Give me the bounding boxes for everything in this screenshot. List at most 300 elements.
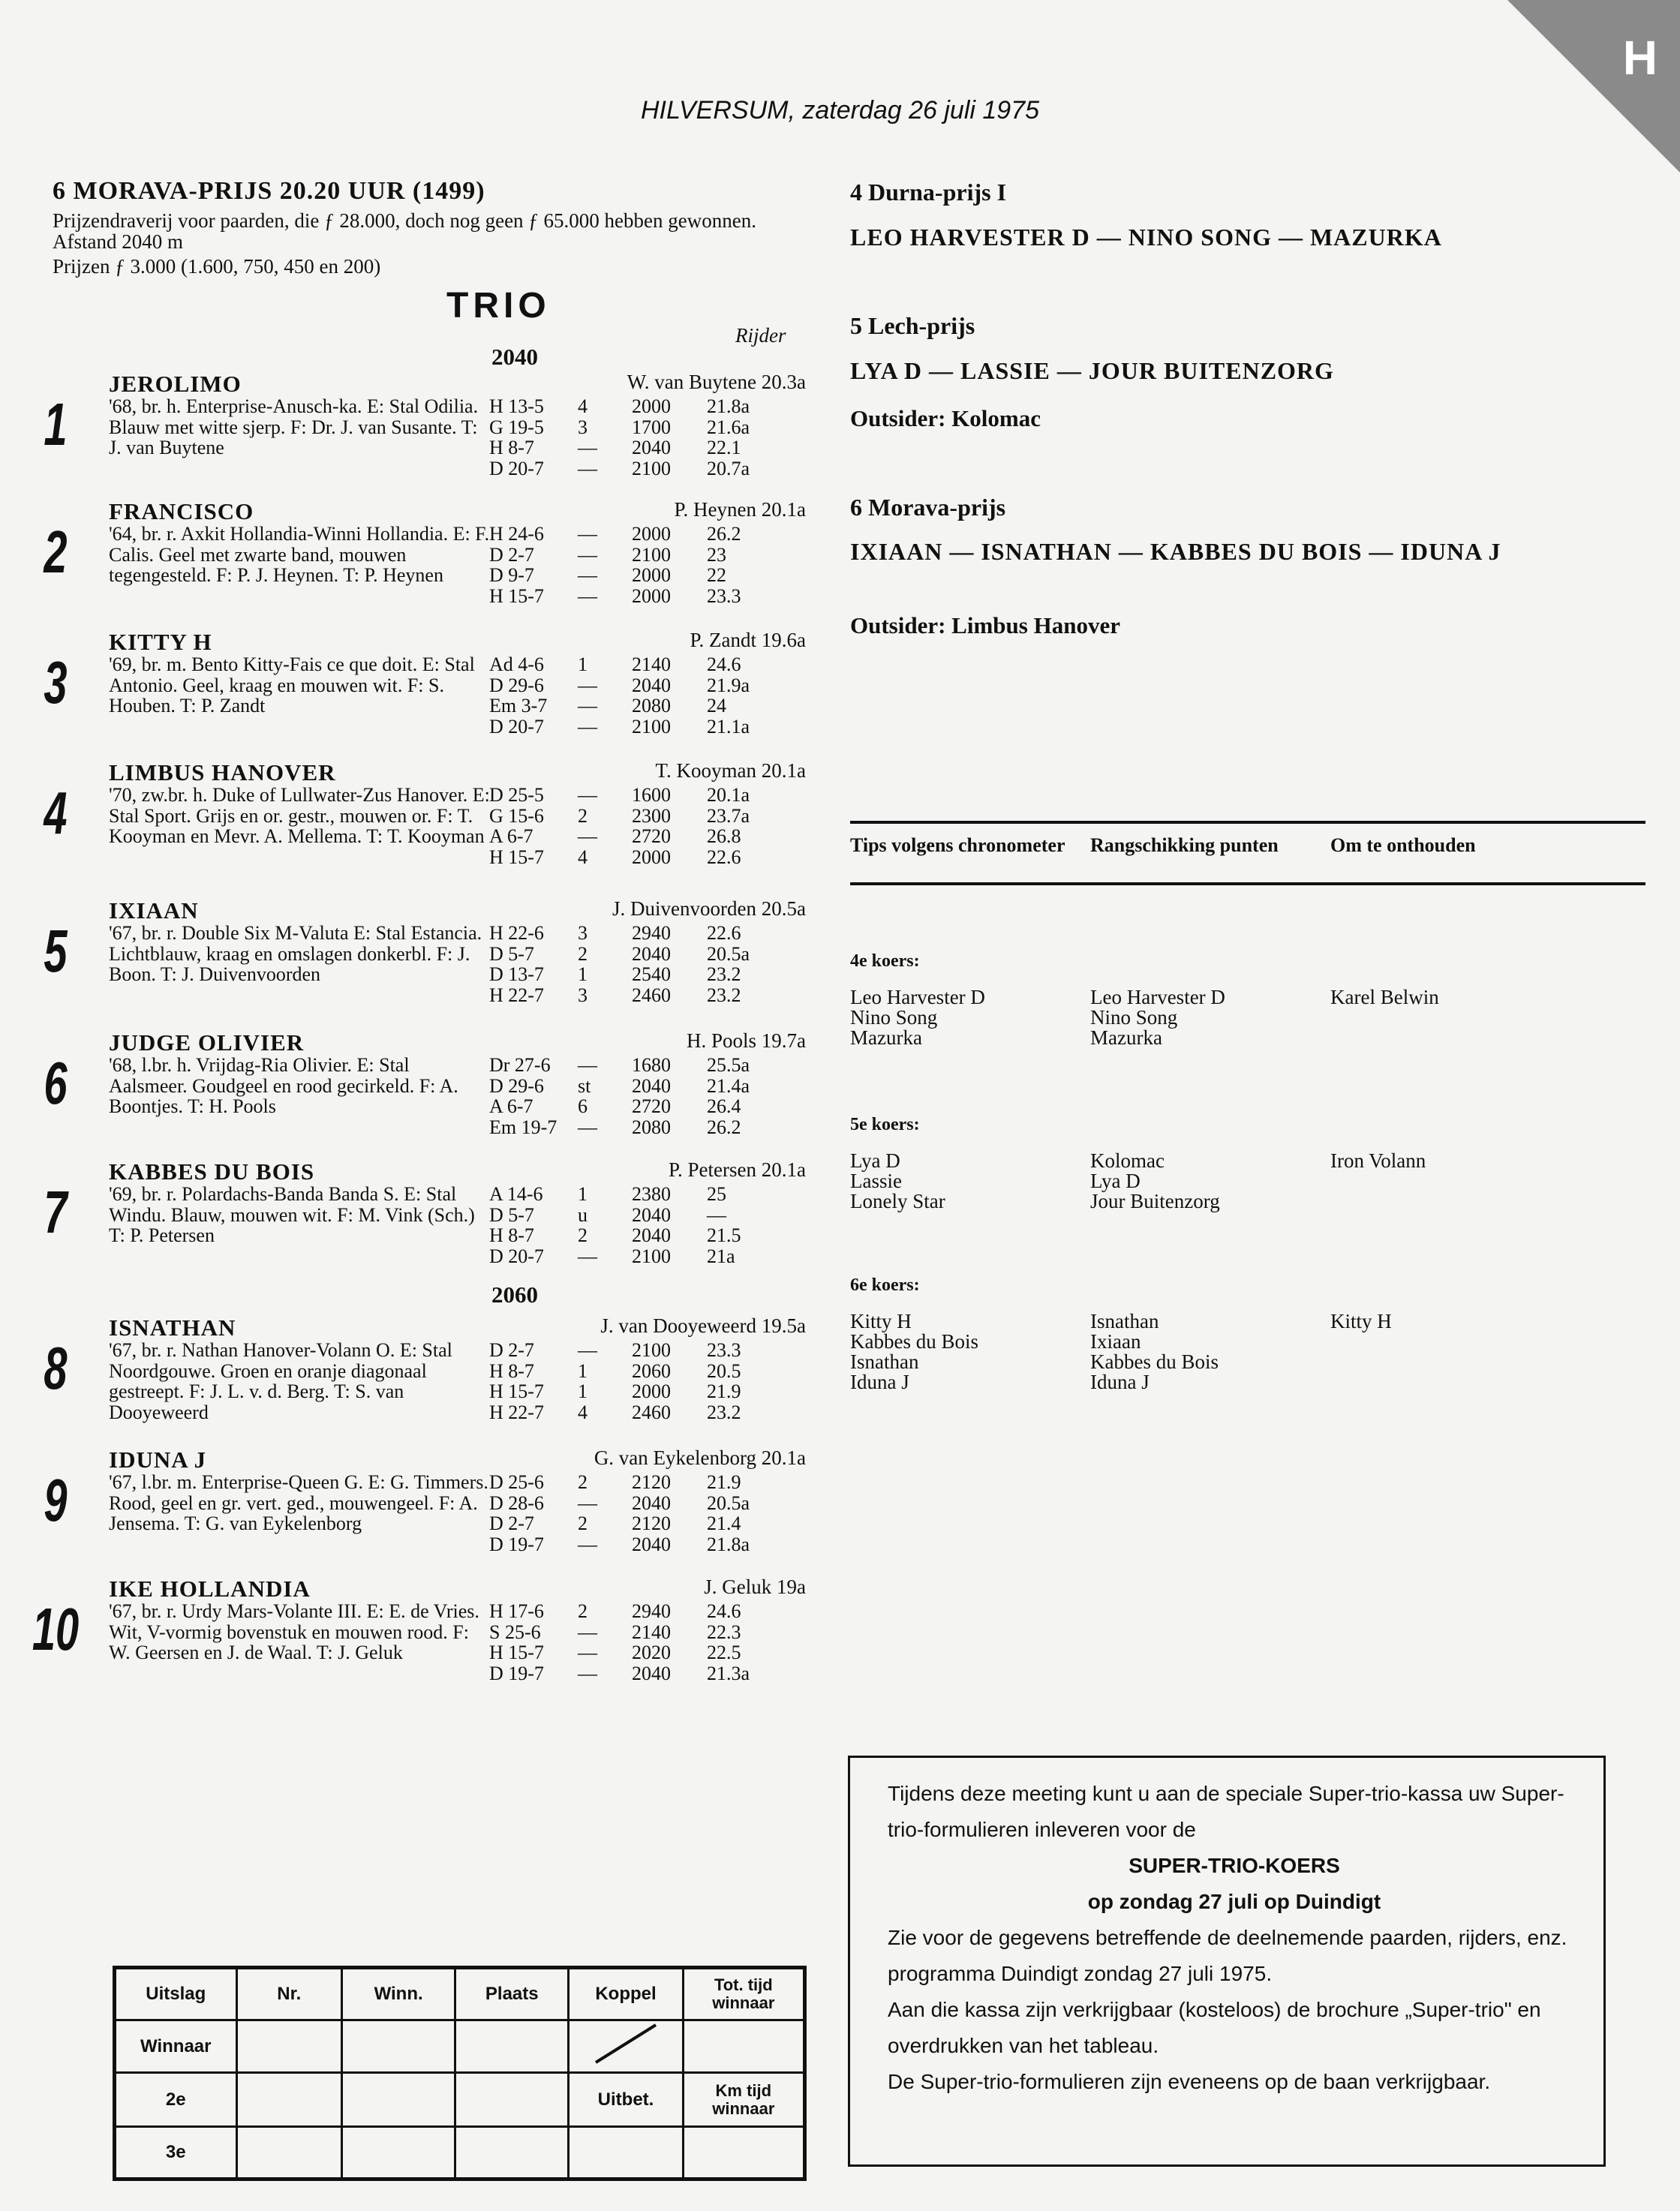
horse-description: '69, br. m. Bento Kitty-Fais ce que doit. E: Stal Antonio. Geel, kraag en mouwen wit. F: S. Houben. T: P. Zandt (109, 653, 475, 716)
record-cell: 2140 (632, 1621, 671, 1643)
horse-number: 7 (44, 1179, 68, 1245)
record-cell: H 15-7 (489, 846, 544, 868)
record-cell: D 29-6 (489, 674, 544, 696)
notice-p2: Zie voor de gegevens betreffende de deelnemende paarden, rijders, enz. programma Duindigt zondag 27 juli 1975. (888, 1926, 1567, 1985)
record-cell: A 6-7 (489, 1095, 533, 1117)
record-cell: 2000 (632, 564, 671, 586)
record-cell: H 13-5 (489, 395, 544, 417)
record-cell: 2040 (632, 1533, 671, 1555)
corner-tab (1507, 0, 1680, 173)
horse-records (489, 1340, 774, 1422)
horse-name: IKE HOLLANDIA (109, 1576, 311, 1602)
corner-letter: H (1622, 31, 1657, 85)
record-cell: 23.2 (707, 984, 741, 1006)
record-cell: 2 (578, 1224, 588, 1246)
record-cell: — (578, 523, 597, 545)
record-cell: 21.8a (707, 1533, 750, 1555)
record-row (489, 1246, 774, 1267)
record-cell: 2040 (632, 1074, 671, 1097)
record-row (489, 545, 774, 566)
record-cell: 2040 (632, 1203, 671, 1226)
record-cell: 2000 (632, 523, 671, 545)
record-cell: 2100 (632, 543, 671, 566)
record-cell: 3 (578, 984, 588, 1006)
record-cell: 23.2 (707, 1401, 741, 1423)
result-header-winn: Winn. (342, 1968, 455, 2020)
notice-p4: De Super-trio-formulieren zijn eveneens op de baan verkrijgbaar. (888, 2070, 1491, 2093)
horse-driver: W. van Buytene 20.3a (627, 371, 806, 393)
record-cell: H 24-6 (489, 523, 544, 545)
notice-p3: Aan die kassa zijn verkrijgbaar (kosteloos) de brochure „Super-trio" en overdrukken van het tableau. (888, 1998, 1541, 2057)
record-row (489, 985, 774, 1006)
record-row (489, 1402, 774, 1423)
horse-records (489, 1472, 774, 1555)
record-row (489, 437, 774, 458)
horse-records (489, 1055, 774, 1137)
record-cell: 20.7a (707, 457, 750, 479)
record-cell: — (578, 1054, 597, 1076)
result-cell (236, 2127, 342, 2179)
record-cell: D 19-7 (489, 1533, 544, 1555)
tip-line-6: IXIAAN — ISNATHAN — KABBES DU BOIS — IDUNA J (850, 538, 1501, 565)
record-cell: 21.4 (707, 1513, 741, 1534)
horse-name: ISNATHAN (109, 1314, 236, 1341)
result-header-koppel: Koppel (569, 1968, 683, 2020)
koers-label: 6e koers: (850, 1275, 920, 1295)
koers-label: 5e koers: (850, 1115, 920, 1134)
record-cell: 2040 (632, 1662, 671, 1684)
record-cell: 21.9a (707, 674, 750, 696)
koers-onthouden-list (1330, 1311, 1392, 1332)
record-row (489, 1534, 774, 1555)
koers-onthouden-list (1330, 987, 1439, 1008)
tip-line-4: LEO HARVESTER D — NINO SONG — MAZURKA (850, 224, 1442, 251)
horse-driver: P. Petersen 20.1a (669, 1158, 806, 1181)
record-cell: 2120 (632, 1471, 671, 1493)
record-row (489, 675, 774, 696)
koers-entry: Ixiaan (1090, 1330, 1141, 1353)
koers-entry: Lonely Star (850, 1190, 945, 1212)
record-cell: 2100 (632, 457, 671, 479)
record-row (489, 1117, 774, 1138)
result-cell (455, 2020, 569, 2073)
record-row (489, 1663, 774, 1684)
record-cell: D 5-7 (489, 942, 534, 965)
horse-description: '70, zw.br. h. Duke of Lullwater-Zus Hanover. E: Stal Sport. Grijs en or. gestr., mouwen or. F: T. Kooyman en Mevr. A. Mellema. T: T. Kooyman (109, 784, 490, 847)
result-header-tot-tijd: Tot. tijd winnaar (683, 1968, 804, 2020)
record-cell: H 15-7 (489, 1380, 544, 1402)
record-cell: 2080 (632, 695, 671, 716)
koers-entry: Kolomac (1090, 1149, 1165, 1172)
koers-entry: Nino Song (1090, 1006, 1178, 1029)
notice-date: op zondag 27 juli op Duindigt (1087, 1890, 1381, 1913)
record-cell: 1600 (632, 784, 671, 806)
bottom-rule (850, 882, 1645, 885)
koers-entry: Isnathan (1090, 1310, 1159, 1332)
record-cell: — (578, 564, 597, 586)
record-cell: 2 (578, 942, 588, 965)
record-cell: 1 (578, 963, 588, 985)
record-cell: 2040 (632, 942, 671, 965)
record-cell: 3 (578, 416, 588, 438)
horse-name: IDUNA J (109, 1446, 207, 1473)
horse-name: KABBES DU BOIS (109, 1158, 315, 1185)
record-row (489, 923, 774, 944)
record-row (489, 847, 774, 868)
record-cell: — (578, 825, 597, 847)
record-cell: 20.5a (707, 1492, 750, 1514)
record-row (489, 1340, 774, 1361)
result-header-plaats: Plaats (455, 1968, 569, 2020)
record-cell: 2380 (632, 1183, 671, 1205)
tip-title-6: 6 Morava-prijs (850, 494, 1006, 521)
record-cell: 2 (578, 804, 588, 827)
record-row (489, 1472, 774, 1493)
record-cell: — (578, 584, 597, 607)
horse-driver: J. van Dooyeweerd 19.5a (600, 1314, 806, 1337)
result-cell (342, 2073, 455, 2127)
record-cell: 24 (707, 695, 726, 716)
record-row (489, 806, 774, 827)
super-trio-notice (848, 1756, 1606, 2167)
horse-name: JUDGE OLIVIER (109, 1029, 305, 1056)
record-cell: 21.1a (707, 715, 750, 738)
record-cell: H 22-7 (489, 984, 544, 1006)
record-row (489, 586, 774, 607)
result-cell (342, 2127, 455, 2179)
koers-entry: Iduna J (1090, 1371, 1150, 1393)
record-cell: H 8-7 (489, 437, 534, 458)
col-head-chronometer: Tips volgens chronometer (850, 834, 1065, 856)
record-row (489, 1513, 774, 1534)
record-cell: — (578, 1621, 597, 1643)
horse-description: '67, br. r. Urdy Mars-Volante III. E: E. de Vries. Wit, V-vormig bovenstuk en mouwen rood. F: W. Geersen en J. de Waal. T: J. Geluk (109, 1600, 479, 1663)
koers-punten-list (1090, 1151, 1220, 1212)
record-cell: 2000 (632, 584, 671, 607)
record-row (489, 1381, 774, 1402)
top-rule (850, 821, 1645, 824)
record-cell: 22.5 (707, 1642, 741, 1663)
record-row (489, 785, 774, 806)
record-cell: 23.3 (707, 584, 741, 607)
horse-description: '68, l.br. h. Vrijdag-Ria Olivier. E: Stal Aalsmeer. Goudgeel en rood gecirkeld. F: A. Boontjes. T: H. Pools (109, 1054, 458, 1117)
record-cell: 2540 (632, 963, 671, 985)
record-row (489, 1225, 774, 1246)
record-cell: D 2-7 (489, 543, 534, 566)
record-cell: 2940 (632, 1600, 671, 1622)
race-title: 6 MORAVA-PRIJS 20.20 UUR (1499) (53, 177, 485, 205)
record-cell: Ad 4-6 (489, 653, 544, 675)
record-cell: 23.3 (707, 1339, 741, 1361)
record-cell: 2000 (632, 846, 671, 868)
koers-entry: Jour Buitenzorg (1090, 1190, 1220, 1212)
horse-driver: P. Heynen 20.1a (674, 498, 806, 521)
record-cell: 21.8a (707, 395, 750, 417)
koers-entry: Kabbes du Bois (1090, 1350, 1219, 1373)
horse-number: 9 (44, 1467, 68, 1534)
record-row (489, 1622, 774, 1643)
record-cell: 2120 (632, 1513, 671, 1534)
record-cell: 25.5a (707, 1054, 750, 1076)
record-cell: 2460 (632, 984, 671, 1006)
record-cell: u (578, 1203, 588, 1226)
horse-number: 8 (44, 1335, 68, 1401)
race-prizes: Prijzen ƒ 3.000 (1.600, 750, 450 en 200) (53, 255, 381, 278)
record-cell: 2720 (632, 1095, 671, 1117)
record-cell: — (578, 1533, 597, 1555)
record-cell: D 2-7 (489, 1339, 534, 1361)
record-cell: Em 19-7 (489, 1116, 557, 1138)
record-cell: 2100 (632, 1339, 671, 1361)
record-cell: D 13-7 (489, 963, 544, 985)
horse-name: IXIAAN (109, 897, 199, 924)
horse-records (489, 1184, 774, 1266)
horse-driver: T. Kooyman 20.1a (655, 759, 806, 782)
record-cell: 2300 (632, 804, 671, 827)
record-row (489, 1361, 774, 1382)
record-row (489, 1493, 774, 1514)
koers-entry: Karel Belwin (1330, 986, 1439, 1008)
koers-entry: Nino Song (850, 1006, 938, 1029)
record-cell: — (578, 457, 597, 479)
horse-description: '64, br. r. Axkit Hollandia-Winni Hollandia. E: F. Calis. Geel met zwarte band, mouwen tegengesteld. F: P. J. Heynen. T: P. Heynen (109, 523, 490, 586)
result-cell (683, 2127, 804, 2179)
record-cell: D 28-6 (489, 1492, 544, 1514)
record-cell: — (578, 437, 597, 458)
record-cell: G 15-6 (489, 804, 544, 827)
record-cell: 2060 (632, 1359, 671, 1382)
record-cell: 2080 (632, 1116, 671, 1138)
horse-driver: G. van Eykelenborg 20.1a (594, 1446, 806, 1469)
record-cell: 1680 (632, 1054, 671, 1076)
koers-entry: Leo Harvester D (850, 986, 985, 1008)
record-cell: H 8-7 (489, 1359, 534, 1382)
record-cell: 23.7a (707, 804, 750, 827)
record-cell: 4 (578, 1401, 588, 1423)
record-cell: 26.8 (707, 825, 741, 847)
result-cell (342, 2020, 455, 2073)
record-cell: 1 (578, 1183, 588, 1205)
record-cell: 2040 (632, 437, 671, 458)
record-cell: 23 (707, 543, 726, 566)
koers-entry: Lya D (1090, 1170, 1141, 1192)
record-cell: 22.6 (707, 846, 741, 868)
record-cell: D 2-7 (489, 1513, 534, 1534)
record-cell: 1 (578, 653, 588, 675)
record-cell: H 22-6 (489, 922, 544, 944)
result-header-nr: Nr. (236, 1968, 342, 2020)
tip-line-5: LYA D — LASSIE — JOUR BUITENZORG (850, 357, 1334, 384)
record-cell: 2000 (632, 395, 671, 417)
horse-records (489, 923, 774, 1005)
horse-number: 5 (44, 918, 68, 984)
race-description: Prijzendraverij voor paarden, die ƒ 28.000, doch nog geen ƒ 65.000 hebben gewonnen. Afstand 2040 m (53, 209, 756, 253)
record-cell: H 8-7 (489, 1224, 534, 1246)
record-cell: 21.5 (707, 1224, 741, 1246)
result-header-uitslag: Uitslag (115, 1968, 237, 2020)
rijder-heading: Rijder (735, 324, 786, 347)
record-cell: — (578, 1662, 597, 1684)
record-row (489, 964, 774, 985)
record-row (489, 944, 774, 965)
record-cell: 6 (578, 1095, 588, 1117)
koers-chrono-list (850, 1311, 978, 1392)
record-cell: — (578, 1492, 597, 1514)
horse-name: FRANCISCO (109, 498, 254, 524)
record-cell: 25 (707, 1183, 726, 1205)
record-cell: D 19-7 (489, 1662, 544, 1684)
result-cell (236, 2073, 342, 2127)
koers-label: 4e koers: (850, 951, 920, 971)
record-cell: 22 (707, 564, 726, 586)
record-cell: D 20-7 (489, 1245, 544, 1267)
record-cell: D 25-5 (489, 784, 544, 806)
record-cell: G 19-5 (489, 416, 544, 438)
record-cell: 2000 (632, 1380, 671, 1402)
koers-chrono-list (850, 1151, 945, 1212)
record-cell: 2100 (632, 715, 671, 738)
horse-records (489, 654, 774, 737)
result-table (113, 1966, 807, 2181)
horse-number: 10 (32, 1596, 80, 1663)
record-cell: 3 (578, 922, 588, 944)
record-row (489, 695, 774, 716)
record-cell: 24.6 (707, 1600, 741, 1622)
result-cell (455, 2073, 569, 2127)
koers-entry: Isnathan (850, 1350, 919, 1373)
result-row-2e: 2e (115, 2073, 237, 2127)
horse-description: '67, l.br. m. Enterprise-Queen G. E: G. Timmers. Rood, geel en gr. vert. ged., mouwengeel. F: A. Jensema. T: G. van Eykelenborg (109, 1471, 488, 1534)
record-cell: — (578, 1245, 597, 1267)
record-cell: 20.1a (707, 784, 750, 806)
horse-driver: P. Zandt 19.6a (690, 629, 806, 651)
record-cell: Dr 27-6 (489, 1054, 551, 1076)
col-head-punten: Rangschikking punten (1090, 834, 1279, 856)
record-cell: H 15-7 (489, 1642, 544, 1663)
record-cell: H 15-7 (489, 584, 544, 607)
koers-entry: Lya D (850, 1149, 900, 1172)
record-cell: D 29-6 (489, 1074, 544, 1097)
tip-outsider-6: Outsider: Limbus Hanover (850, 612, 1120, 638)
record-cell: — (578, 1642, 597, 1663)
record-cell: 1 (578, 1359, 588, 1382)
horse-driver: J. Geluk 19a (704, 1576, 806, 1598)
record-cell: 2140 (632, 653, 671, 675)
record-cell: 21.9 (707, 1380, 741, 1402)
record-cell: A 14-6 (489, 1183, 543, 1205)
record-cell: 26.2 (707, 523, 741, 545)
record-row (489, 826, 774, 847)
horse-records (489, 1601, 774, 1684)
koers-entry: Mazurka (850, 1026, 922, 1049)
record-cell: 26.2 (707, 1116, 741, 1138)
record-cell: — (707, 1203, 726, 1226)
record-cell: 26.4 (707, 1095, 741, 1117)
koppel-slash (569, 2020, 683, 2073)
record-cell: 21.9 (707, 1471, 741, 1493)
koers-chrono-list (850, 987, 985, 1048)
record-row (489, 1096, 774, 1117)
result-cell (455, 2127, 569, 2179)
record-cell: 20.5a (707, 942, 750, 965)
record-cell: Em 3-7 (489, 695, 548, 716)
page-header: HILVERSUM, zaterdag 26 juli 1975 (640, 96, 1040, 125)
trio-heading: TRIO (446, 286, 551, 326)
horse-description: '67, br. r. Nathan Hanover-Volann O. E: Stal Noordgouwe. Groen en oranje diagonaal gestreept. F: J. L. v. d. Berg. T: S. van Dooyeweerd (109, 1339, 452, 1423)
uitbet-label: Uitbet. (569, 2073, 683, 2127)
record-cell: 22.3 (707, 1621, 741, 1643)
koers-punten-list (1090, 987, 1225, 1048)
horse-description: '69, br. r. Polardachs-Banda Banda S. E: Stal Windu. Blauw, mouwen wit. F: M. Vink (Sch.) T: P. Petersen (109, 1183, 475, 1246)
record-row (489, 1642, 774, 1663)
slash-mark (581, 2021, 671, 2066)
record-cell: 2 (578, 1471, 588, 1493)
horse-name: LIMBUS HANOVER (109, 759, 336, 786)
record-cell: A 6-7 (489, 825, 533, 847)
record-cell: 2040 (632, 1224, 671, 1246)
distance-2060: 2060 (491, 1281, 538, 1308)
record-cell: — (578, 1116, 597, 1138)
record-cell: S 25-6 (489, 1621, 541, 1643)
koers-onthouden-list (1330, 1151, 1426, 1171)
horse-driver: H. Pools 19.7a (686, 1029, 806, 1052)
record-cell: 2020 (632, 1642, 671, 1663)
result-row-3e: 3e (115, 2127, 237, 2179)
horse-number: 1 (44, 391, 68, 458)
horse-number: 3 (44, 649, 68, 716)
record-cell: 4 (578, 395, 588, 417)
record-cell: st (578, 1074, 591, 1097)
record-cell: 2 (578, 1513, 588, 1534)
record-cell: — (578, 715, 597, 738)
record-cell: 2460 (632, 1401, 671, 1423)
horse-driver: J. Duivenvoorden 20.5a (612, 897, 806, 920)
record-row (489, 565, 774, 586)
record-cell: D 20-7 (489, 457, 544, 479)
result-cell (236, 2020, 342, 2073)
horse-records (489, 524, 774, 606)
horse-description: '68, br. h. Enterprise-Anusch-ka. E: Stal Odilia. Blauw met witte sjerp. F: Dr. J. van Susante. T: J. van Buytene (109, 395, 479, 458)
koers-entry: Iduna J (850, 1371, 909, 1393)
km-tijd-label: Km tijd winnaar (683, 2073, 804, 2127)
record-row (489, 458, 774, 479)
record-row (489, 524, 774, 545)
result-cell (569, 2127, 683, 2179)
horse-description: '67, br. r. Double Six M-Valuta E: Stal Estancia. Lichtblauw, kraag en omslagen donkerbl. F: J. Boon. T: J. Duivenvoorden (109, 922, 482, 985)
record-cell: H 22-7 (489, 1401, 544, 1423)
record-cell: 2720 (632, 825, 671, 847)
record-row (489, 1601, 774, 1622)
tip-outsider-5: Outsider: Kolomac (850, 405, 1041, 431)
record-cell: — (578, 543, 597, 566)
koers-entry: Kabbes du Bois (850, 1330, 978, 1353)
horse-number: 2 (44, 518, 68, 585)
result-cell (683, 2020, 804, 2073)
koers-punten-list (1090, 1311, 1219, 1392)
record-row (489, 1076, 774, 1097)
horse-name: KITTY H (109, 629, 212, 655)
record-cell: 21.4a (707, 1074, 750, 1097)
tip-title-5: 5 Lech-prijs (850, 312, 975, 339)
record-row (489, 716, 774, 738)
record-cell: 4 (578, 846, 588, 868)
record-row (489, 417, 774, 438)
record-cell: 23.2 (707, 963, 741, 985)
record-cell: — (578, 784, 597, 806)
distance-2040: 2040 (491, 344, 538, 370)
koers-entry: Leo Harvester D (1090, 986, 1225, 1008)
horse-name: JEROLIMO (109, 371, 242, 397)
